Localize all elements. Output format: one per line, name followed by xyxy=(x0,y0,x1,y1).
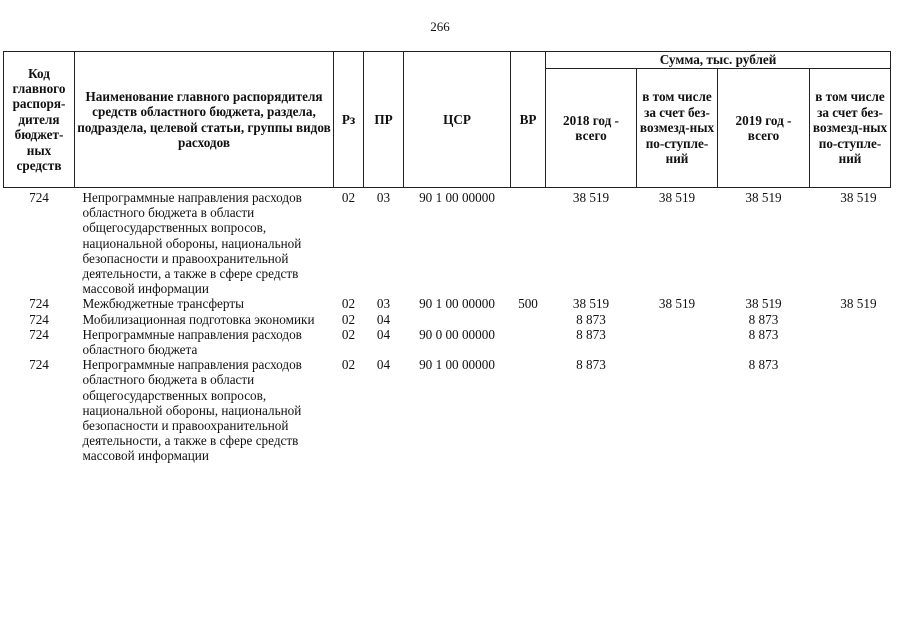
cell-pr: 04 xyxy=(376,326,391,342)
header-rz: Рз xyxy=(334,52,364,188)
cell-2018-total: 8 873 xyxy=(576,311,606,327)
table-row xyxy=(4,312,891,327)
header-code: Код главного распоря-дителя бюджет-ных средств xyxy=(4,52,75,188)
table-row xyxy=(4,188,891,297)
header-name: Наименование главного распорядителя средств областного бюджета, раздела, подраздела, целевой статьи, группы видов расходов xyxy=(75,52,334,188)
cell-code: 724 xyxy=(29,311,49,327)
cell-vr xyxy=(511,357,546,463)
cell-2018-total: 8 873 xyxy=(576,326,606,342)
cell-2018-incl xyxy=(637,357,718,463)
cell-2019-total: 8 873 xyxy=(748,357,779,373)
cell-pr: 03 xyxy=(376,190,391,205)
header-csr: ЦСР xyxy=(404,52,511,188)
cell-pr: 03 xyxy=(376,296,391,312)
cell-vr: 500 xyxy=(518,296,538,312)
cell-2019-total: 8 873 xyxy=(748,311,779,327)
cell-2019-total: 8 873 xyxy=(748,326,779,342)
cell-csr: 90 1 00 00000 xyxy=(419,190,495,205)
cell-vr xyxy=(511,327,546,357)
cell-rz: 02 xyxy=(341,326,356,342)
cell-name: Мобилизационная подготовка экономики xyxy=(82,311,315,327)
header-2019-incl: в том числе за счет без-возмезд-ных по-ступле-ний xyxy=(810,69,891,188)
cell-rz: 02 xyxy=(341,190,356,205)
cell-2018-incl xyxy=(637,327,718,357)
header-2019-total: 2019 год - всего xyxy=(718,69,810,188)
budget-table xyxy=(3,51,891,464)
header-vr: ВР xyxy=(511,52,546,188)
cell-code: 724 xyxy=(29,357,49,373)
cell-2019-incl xyxy=(810,327,891,357)
header-2018-incl: в том числе за счет без-возмезд-ных по-ступле-ний xyxy=(637,69,718,188)
cell-pr: 04 xyxy=(376,311,391,327)
cell-vr xyxy=(511,312,546,327)
cell-2018-incl: 38 519 xyxy=(658,296,696,312)
cell-vr xyxy=(511,188,546,297)
cell-2018-total: 38 519 xyxy=(572,190,610,205)
cell-2019-total: 38 519 xyxy=(745,296,782,312)
cell-rz: 02 xyxy=(341,296,356,312)
header-2018-total: 2018 год - всего xyxy=(546,69,637,188)
cell-csr: 90 1 00 00000 xyxy=(419,296,495,312)
cell-pr: 04 xyxy=(376,357,391,373)
cell-2019-incl: 38 519 xyxy=(840,190,877,205)
table-row xyxy=(4,357,891,463)
cell-2019-incl: 38 519 xyxy=(840,296,877,312)
cell-name: Непрограммные направления расходов областного бюджета в области общегосударственных вопросов, национальной обороны, национальной безопасности и правоохранительной деятельности, а также в сфере средств массовой информации xyxy=(82,357,302,464)
table-body xyxy=(4,188,891,464)
header-pr: ПР xyxy=(364,52,404,188)
cell-2019-incl xyxy=(810,357,891,463)
table-row xyxy=(4,296,891,311)
page-number: 266 xyxy=(430,19,450,34)
cell-2018-total: 38 519 xyxy=(572,296,610,312)
cell-csr xyxy=(404,312,511,327)
cell-csr: 90 1 00 00000 xyxy=(419,357,495,373)
table-row xyxy=(4,327,891,357)
cell-code: 724 xyxy=(29,190,49,205)
cell-name: Непрограммные направления расходов областного бюджета в области общегосударственных вопросов, национальной обороны, национальной безопасности и правоохранительной деятельности, а также в сфере средств массовой информации xyxy=(82,190,302,297)
cell-2019-total: 38 519 xyxy=(745,190,782,205)
cell-rz: 02 xyxy=(341,357,356,373)
cell-csr: 90 0 00 00000 xyxy=(419,326,495,342)
table-header xyxy=(4,52,891,188)
header-sum: Сумма, тыс. рублей xyxy=(546,52,891,69)
cell-2018-incl xyxy=(637,312,718,327)
cell-rz: 02 xyxy=(341,311,356,327)
cell-2019-incl xyxy=(810,312,891,327)
cell-code: 724 xyxy=(29,296,49,312)
cell-name: Непрограммные направления расходов областного бюджета xyxy=(82,326,302,358)
cell-2018-incl: 38 519 xyxy=(658,190,696,205)
cell-2018-total: 8 873 xyxy=(576,357,606,373)
cell-name: Межбюджетные трансферты xyxy=(82,296,244,312)
cell-code: 724 xyxy=(29,326,49,342)
